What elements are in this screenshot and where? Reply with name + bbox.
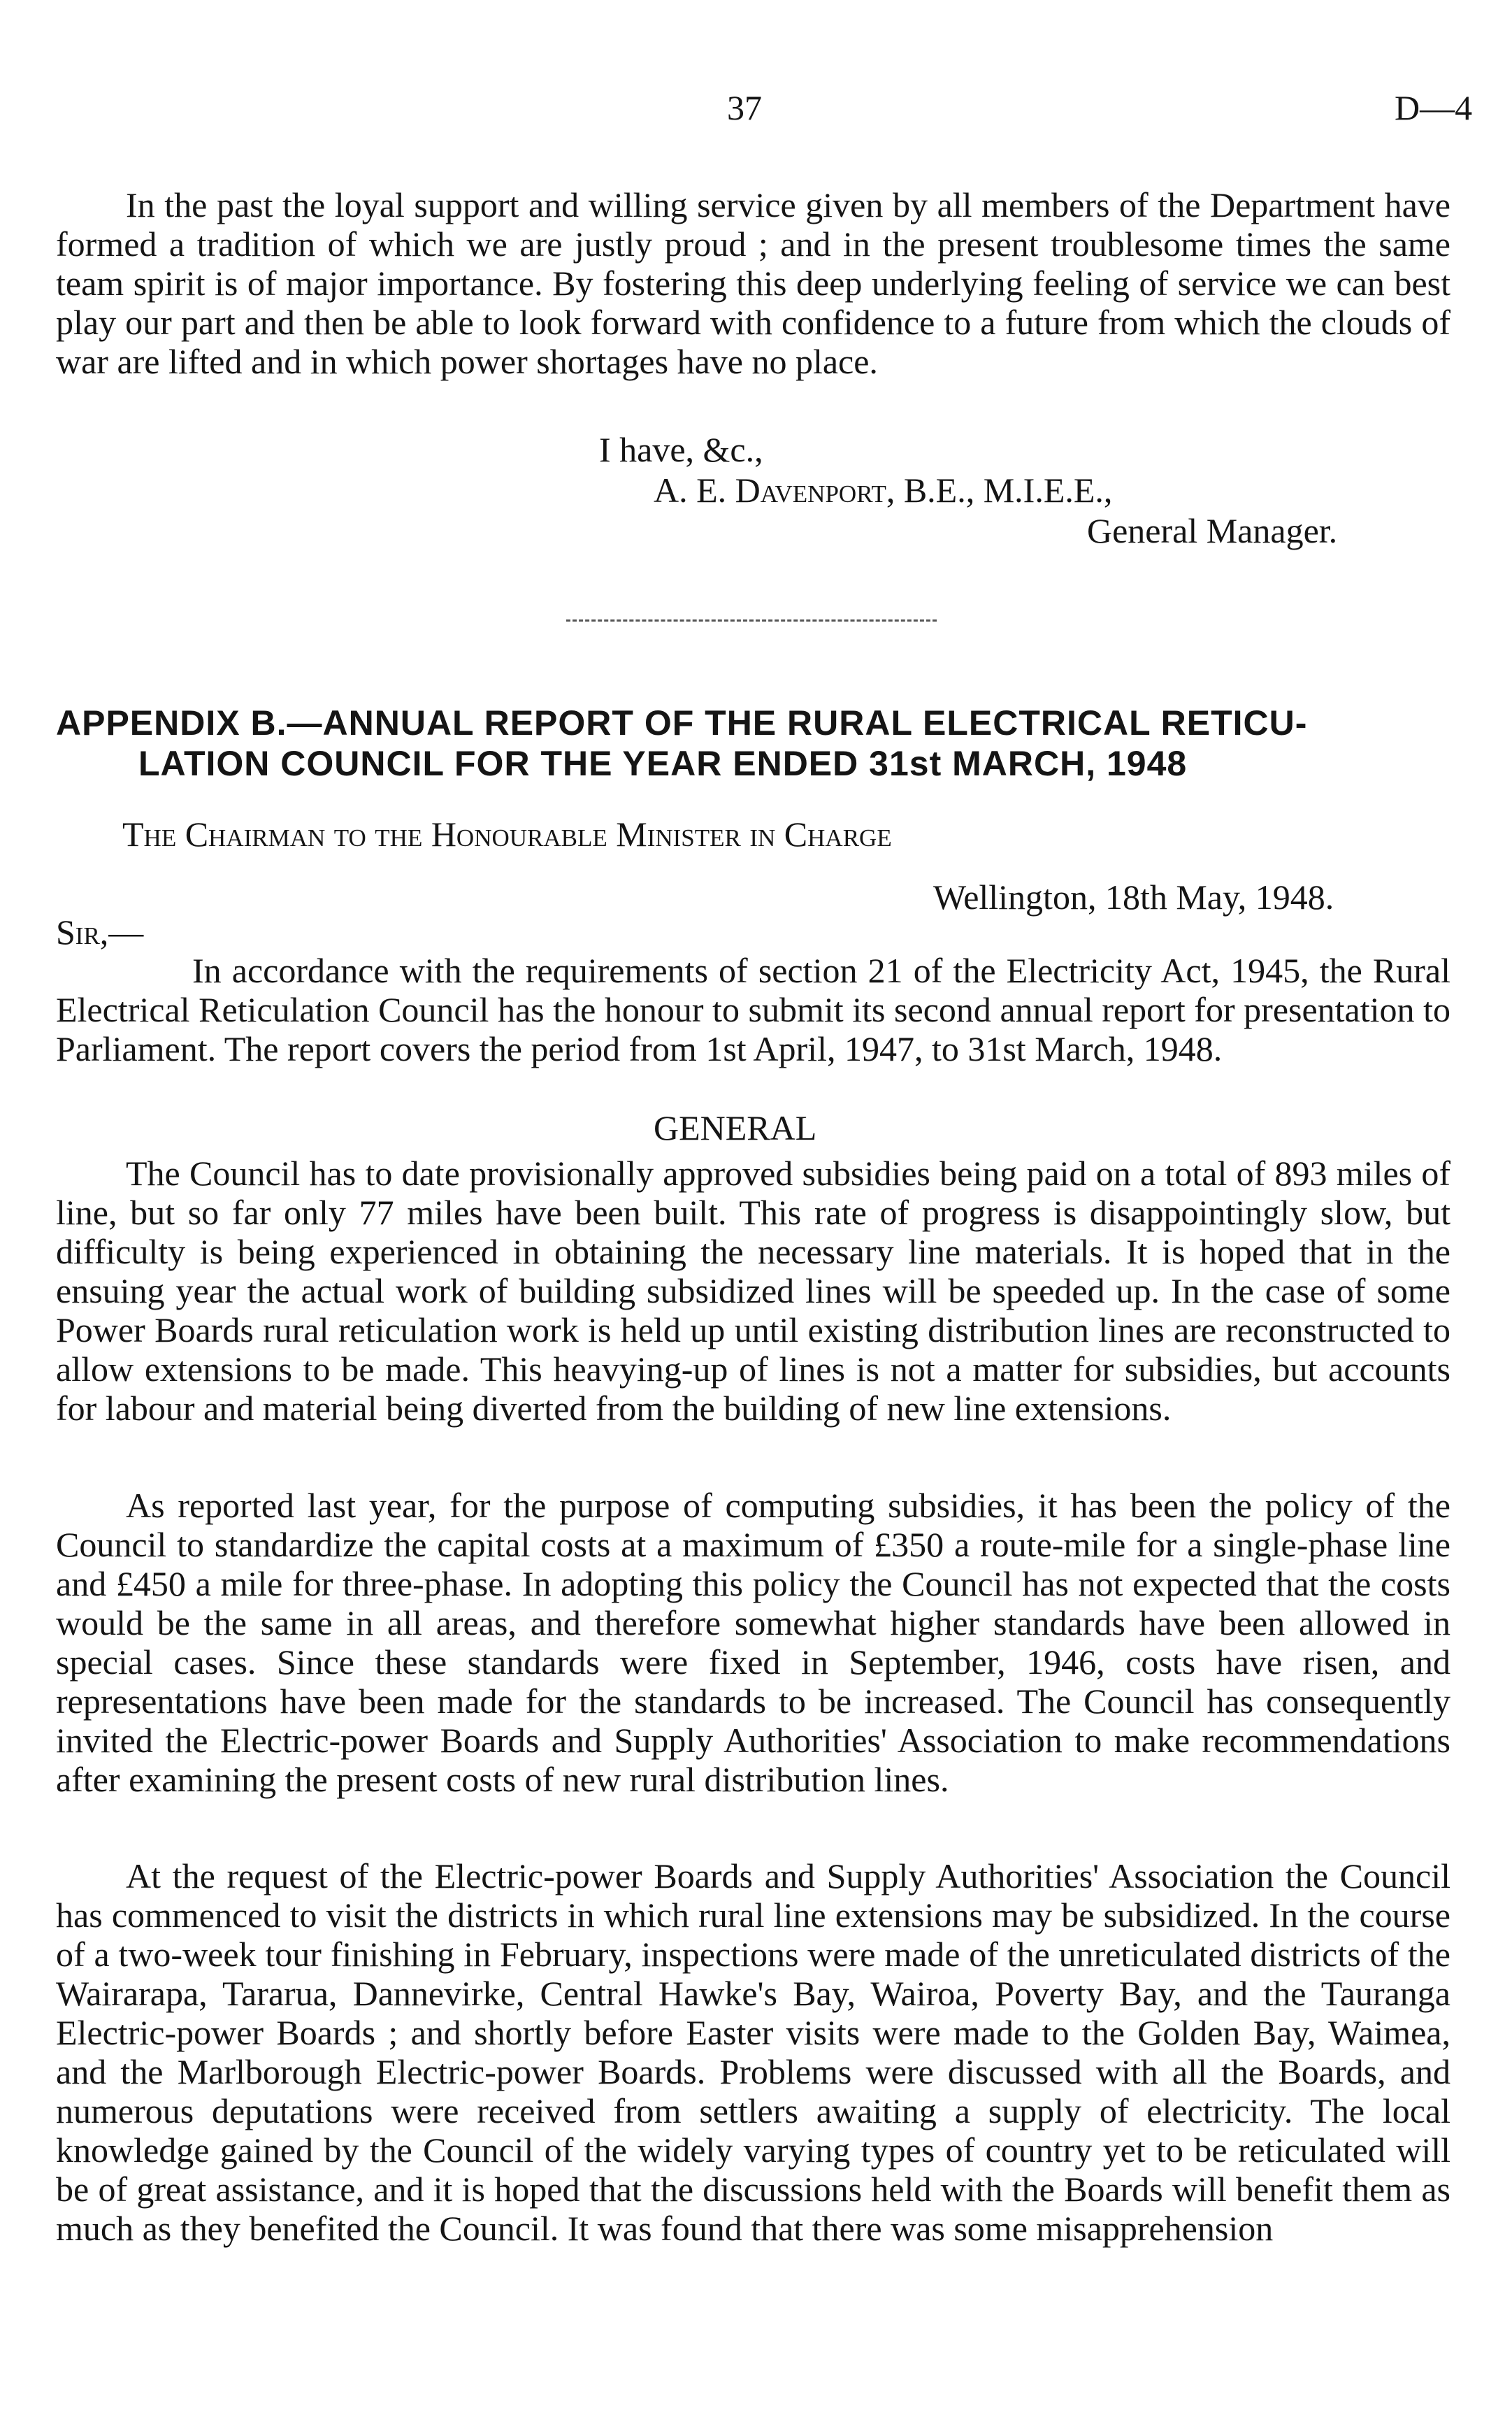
place-date: Wellington, 18th May, 1948. <box>933 877 1334 917</box>
section-heading-general: GENERAL <box>654 1108 817 1147</box>
signatory-title: General Manager. <box>1087 511 1338 550</box>
appendix-heading-line2: LATION COUNCIL FOR THE YEAR ENDED 31st MARCH, 1948 <box>138 744 1188 783</box>
document-code: D—4 <box>1395 88 1473 127</box>
section-divider <box>566 619 937 622</box>
intro-paragraph: In accordance with the requirements of section 21 of the Electricity Act, 1945, the Rural Electrical Reticulation Council has the honour to submit its second annual report for presentation to Parliament. The report covers the period from 1st April, 1947, to 31st March, 1948. <box>56 951 1450 1068</box>
page-number: 37 <box>727 88 762 127</box>
addressee: The Chairman to the Honourable Minister in Charge <box>122 815 892 854</box>
letter-closing: I have, &c., <box>599 430 763 469</box>
closing-paragraph: In the past the loyal support and willing service given by all members of the Department have formed a tradition of which we are justly proud ; and in the present troublesome times the same team spirit is of major importance. By fostering this deep underlying feeling of service we can best play our part and then be able to look forward with confidence to a future from which the clouds of war are lifted and in which power shortages have no place. <box>56 185 1450 381</box>
salutation: Sir,— <box>56 912 144 952</box>
signatory-name: A. E. Davenport, B.E., M.I.E.E., <box>654 471 1113 510</box>
general-paragraph-1: The Council has to date provisionally approved subsidies being paid on a total of 893 miles of line, but so far only 77 miles have been built. This rate of progress is disappointingly slow, but difficulty is being experienced in obtaining the necessary line materials. It is hoped that in the ensuing year the actual work of building subsidized lines will be speeded up. In the case of some Power Boards rural reticulation work is held up until existing distribution lines are reconstructed to allow extensions to be made. This heavying-up of lines is not a matter for subsidies, but accounts for labour and material being diverted from the building of new line extensions. <box>56 1154 1450 1428</box>
appendix-heading-line1: APPENDIX B.—ANNUAL REPORT OF THE RURAL ELECTRICAL RETICU- <box>56 703 1308 743</box>
general-paragraph-2: As reported last year, for the purpose of computing subsidies, it has been the policy of the Council to standardize the capital costs at a maximum of £350 a route-mile for a single-phase line and £450 a mile for three-phase. In adopting this policy the Council has not expected that the costs would be the same in all areas, and therefore somewhat higher standards have been allowed in special cases. Since these standards were fixed in September, 1946, costs have risen, and representations have been made for the standards to be increased. The Council has consequently invited the Electric-power Boards and Supply Authorities' Association to make recommendations after examining the present costs of new rural distribution lines. <box>56 1486 1450 1799</box>
general-paragraph-3: At the request of the Electric-power Boards and Supply Authorities' Association the Council has commenced to visit the districts in which rural line extensions may be subsidized. In the course of a two-week tour finishing in February, inspections were made of the unreticulated districts of the Wairarapa, Tararua, Dannevirke, Central Hawke's Bay, Wairoa, Poverty Bay, and the Tauranga Electric-power Boards ; and shortly before Easter visits were made to the Golden Bay, Waimea, and the Marlborough Electric-power Boards. Problems were discussed with all the Boards, and numerous deputations were received from settlers awaiting a supply of electricity. The local knowledge gained by the Council of the widely varying types of country yet to be reticulated will be of great assistance, and it is hoped that the discussions held with the Boards will benefit them as much as they benefited the Council. It was found that there was some misapprehension <box>56 1856 1450 2248</box>
appendix-heading <box>56 703 1454 784</box>
